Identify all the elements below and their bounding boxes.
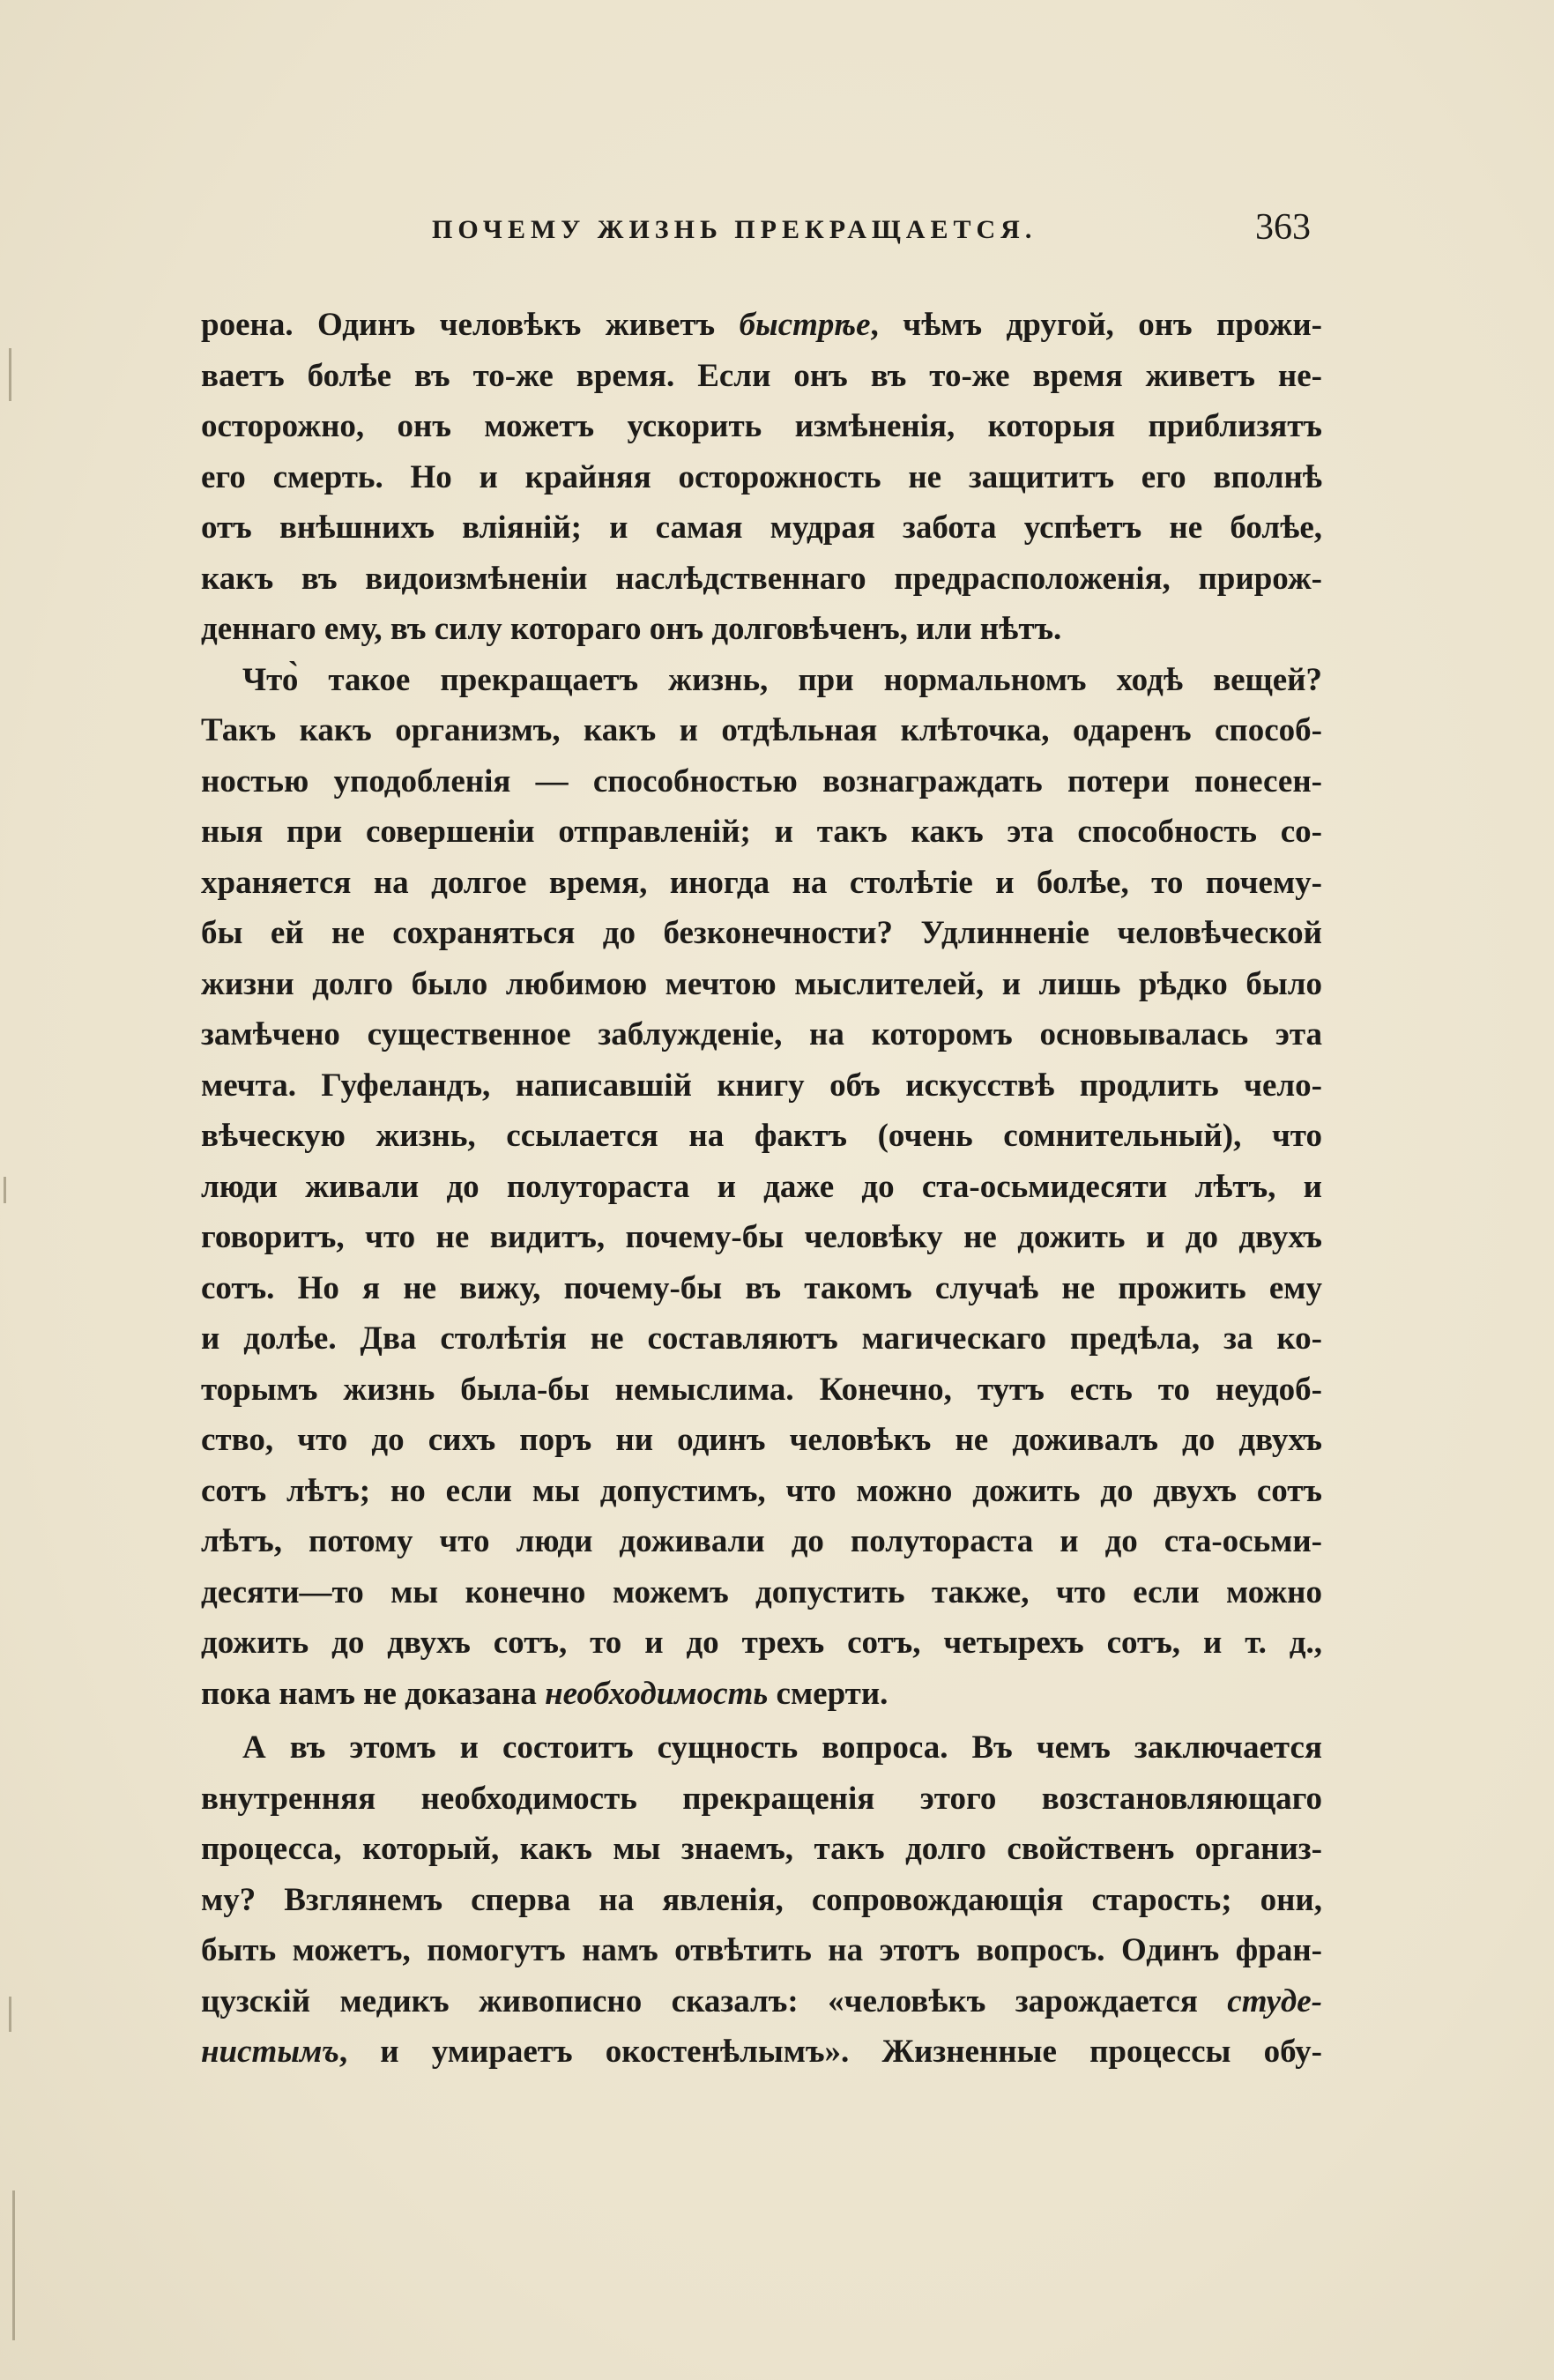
text-run: сотъ. Но я не вижу, почему-бы въ такомъ случаѣ не прожить ему	[201, 1269, 1322, 1306]
text-run: дожить до двухъ сотъ, то и до трехъ сотъ, четырехъ сотъ, и т. д.,	[201, 1625, 1322, 1661]
text-line	[201, 1722, 1322, 1774]
text-run: Такъ какъ организмъ, какъ и отдѣльная клѣточка, одаренъ способ-	[201, 712, 1322, 748]
text-line	[201, 1313, 1322, 1365]
text-run: ваетъ болѣе въ то-же время. Если онъ въ то-же время живетъ не-	[201, 357, 1322, 394]
italic-emphasis: нистымъ	[201, 2034, 339, 2070]
text-line	[201, 1875, 1322, 1926]
text-line	[201, 604, 1322, 655]
page-number: 363	[1255, 207, 1311, 248]
text-line	[201, 756, 1322, 807]
binding-edge-mark	[12, 2190, 15, 2340]
text-line	[201, 1060, 1322, 1112]
text-line	[201, 655, 1322, 706]
text-line	[201, 452, 1322, 503]
text-line	[201, 1263, 1322, 1314]
text-run: смерти.	[768, 1675, 889, 1712]
text-run: , чѣмъ другой, онъ прожи-	[870, 307, 1322, 343]
text-line	[201, 1567, 1322, 1618]
text-line	[201, 1669, 1322, 1720]
text-run: процесса, который, какъ мы знаемъ, такъ долго свойственъ организ-	[201, 1831, 1322, 1867]
text-line	[201, 807, 1322, 858]
body-text	[201, 300, 1322, 2078]
text-line	[201, 554, 1322, 605]
text-line	[201, 1618, 1322, 1669]
text-run: осторожно, онъ можетъ ускорить измѣненія, которыя приблизятъ	[201, 408, 1322, 444]
text-line	[201, 1516, 1322, 1567]
text-line	[201, 1365, 1322, 1416]
text-run: цузскій медикъ живописно сказалъ: «человѣкъ зарождается	[201, 1982, 1228, 2019]
text-run: десяти—то мы конечно можемъ допустить также, что если можно	[201, 1573, 1322, 1610]
text-run: жизни долго было любимою мечтою мыслителей, и лишь рѣдко было	[201, 965, 1322, 1002]
text-line	[201, 1976, 1322, 2027]
italic-emphasis: студе-	[1227, 1982, 1322, 2019]
text-run: А въ этомъ и состоитъ сущность вопроса. Въ чемъ заключается	[242, 1729, 1322, 1766]
text-line	[201, 1111, 1322, 1162]
text-run: быть можетъ, помогутъ намъ отвѣтить на этотъ вопросъ. Одинъ фран-	[201, 1932, 1322, 1968]
text-line	[201, 401, 1322, 452]
text-run: торымъ жизнь была-бы немыслима. Конечно, тутъ есть то неудоб-	[201, 1371, 1322, 1408]
text-line	[201, 1415, 1322, 1466]
italic-emphasis: необходимость	[545, 1675, 769, 1712]
binding-edge-mark	[9, 1997, 11, 2032]
text-run: его смерть. Но и крайняя осторожность не защититъ его вполнѣ	[201, 458, 1322, 495]
text-line	[201, 1466, 1322, 1517]
text-run: какъ въ видоизмѣненіи наслѣдственнаго предрасположенія, прирож-	[201, 560, 1322, 597]
text-run: пока намъ не доказана	[201, 1675, 546, 1712]
text-run: люди живали до полутораста и даже до ста-осьмидесяти лѣтъ, и	[201, 1168, 1322, 1205]
text-line	[201, 705, 1322, 756]
binding-edge-mark	[9, 348, 11, 401]
text-line	[201, 1774, 1322, 1825]
text-run: отъ внѣшнихъ вліяній; и самая мудрая забота успѣетъ не болѣе,	[201, 509, 1322, 546]
text-run: ныя при совершеніи отправленій; и такъ какъ эта способность со-	[201, 814, 1322, 850]
binding-edge-mark	[4, 1177, 6, 1203]
text-run: замѣчено существенное заблужденіе, на которомъ основывалась эта	[201, 1016, 1322, 1052]
text-run: , и умираетъ окостенѣлымъ». Жизненные процессы обу-	[338, 2034, 1322, 2070]
text-line	[201, 1824, 1322, 1875]
text-line	[201, 959, 1322, 1010]
text-line	[201, 502, 1322, 554]
text-line	[201, 908, 1322, 959]
italic-emphasis: быстрѣе	[739, 307, 871, 343]
text-line	[201, 351, 1322, 402]
text-run: вѣческую жизнь, ссылается на фактъ (очень сомнительный), что	[201, 1118, 1322, 1154]
text-line	[201, 2027, 1322, 2078]
text-run: му? Взглянемъ сперва на явленія, сопровождающія старость; они,	[201, 1881, 1322, 1918]
text-run: деннаго ему, въ силу котораго онъ долговѣченъ, или нѣтъ.	[201, 611, 1062, 647]
text-line	[201, 1009, 1322, 1060]
text-line	[201, 1212, 1322, 1263]
text-line	[201, 1162, 1322, 1213]
text-line	[201, 1925, 1322, 1976]
text-line	[201, 858, 1322, 909]
text-run: Что̀ такое прекращаетъ жизнь, при нормальномъ ходѣ вещей?	[242, 661, 1322, 698]
text-run: сотъ лѣтъ; но если мы допустимъ, что можно дожить до двухъ сотъ	[201, 1472, 1322, 1509]
text-run: ностью уподобленія — способностью вознаграждать потери понесен-	[201, 762, 1322, 800]
text-run: бы ей не сохраняться до безконечности? Удлинненіе человѣческой	[201, 915, 1322, 951]
text-run: мечта. Гуфеландъ, написавшій книгу объ искусствѣ продлить чело-	[201, 1067, 1322, 1104]
text-run: роена. Одинъ человѣкъ живетъ	[201, 307, 740, 343]
text-run: и долѣе. Два столѣтія не составляютъ магическаго предѣла, за ко-	[201, 1320, 1322, 1357]
text-run: храняется на долгое время, иногда на столѣтіе и болѣе, то почему-	[201, 864, 1322, 901]
text-run: говоритъ, что не видитъ, почему-бы человѣку не дожить и до двухъ	[201, 1219, 1322, 1255]
text-run: ство, что до сихъ поръ ни одинъ человѣкъ не доживалъ до двухъ	[201, 1422, 1322, 1458]
text-line	[201, 300, 1322, 351]
text-run: лѣтъ, потому что люди доживали до полутораста и до ста-осьми-	[201, 1523, 1322, 1559]
text-run: внутренняя необходимость прекращенія этого возстановляющаго	[201, 1780, 1322, 1817]
running-title: ПОЧЕМУ ЖИЗНЬ ПРЕКРАЩАЕТСЯ.	[432, 215, 1037, 244]
